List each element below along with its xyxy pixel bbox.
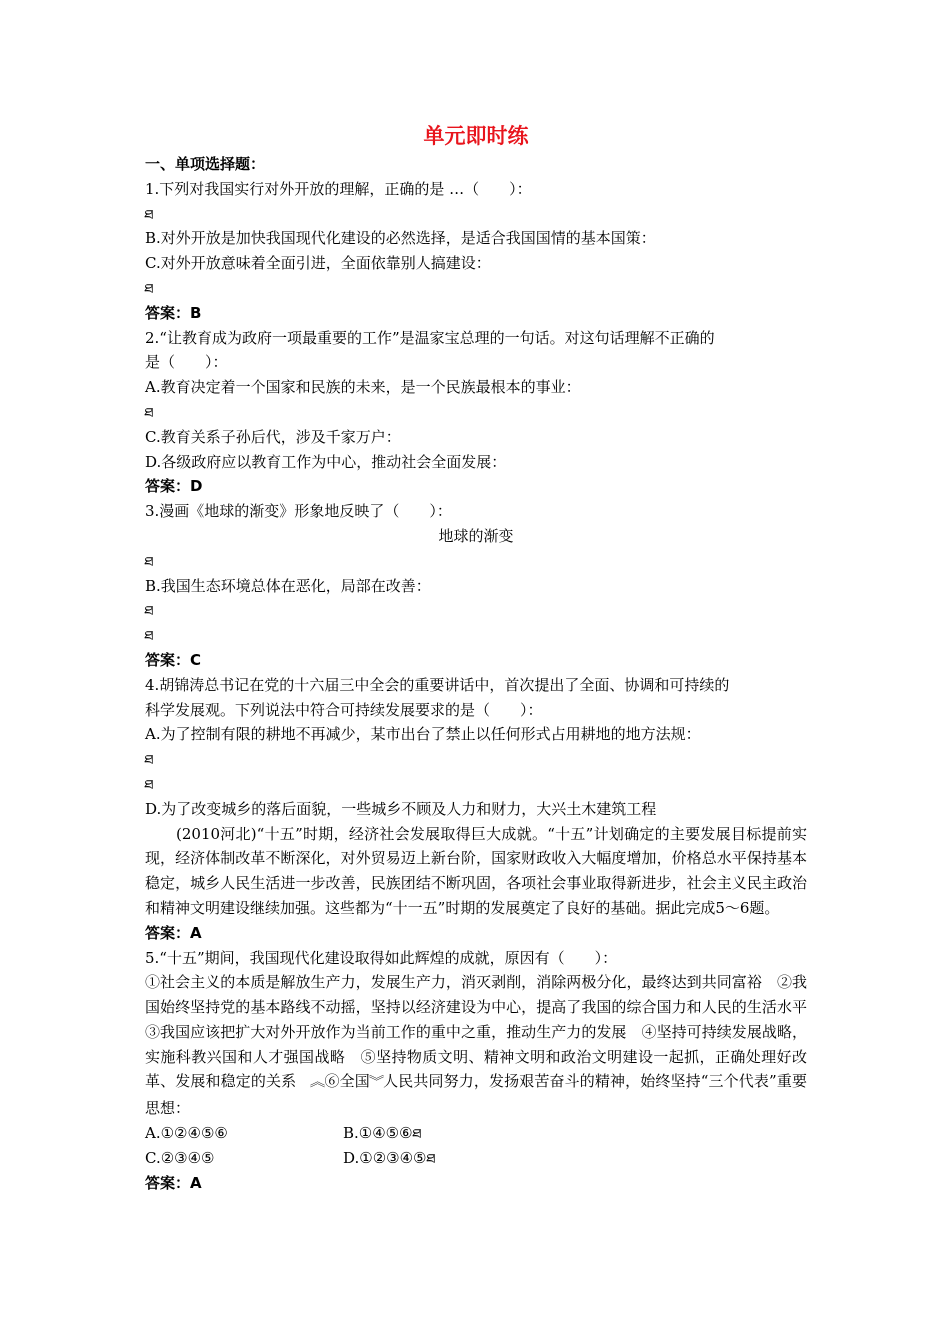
page-title: 单元即时练 <box>423 124 529 148</box>
q5-stem: 5.“十五”期间，我国现代化建设取得如此辉煌的成就，原因有（ ）： <box>145 948 618 967</box>
q5-items <box>145 970 823 1121</box>
q3-caption: 地球的渐变 <box>438 526 514 545</box>
q1-stem: 1.下列对我国实行对外开放的理解，正确的是 …（ ）： <box>145 179 532 198</box>
caret-up-icon: ︽ <box>310 1075 326 1091</box>
placeholder-glyph-icon: ཐ <box>144 604 154 620</box>
q5-6-passage: (2010河北)“十五”时期，经济社会发展取得巨大成就。“十五”计划确定的主要发展目标提前实现，经济体制改革不断深化，对外贸易迈上新台阶，国家财政收入大幅度增加，价格总水平保持基本稳定，城乡人民生活进一步改善，民族团结不断巩固，各项社会事业取得新进步，社会主义民主政治和精神文明建设继续加强。这些都为“十一五”时期的发展奠定了良好的基础。据此完成5～6题。 <box>145 824 807 917</box>
placeholder-glyph-icon: ཐ <box>144 777 154 793</box>
q1-option-d <box>145 276 807 301</box>
q4-option-b <box>145 747 807 772</box>
q5-option-b-wrap <box>343 1121 541 1146</box>
placeholder-glyph-icon: ཐ <box>144 753 154 769</box>
placeholder-glyph-icon: ཐ <box>144 629 154 645</box>
q5-option-c: C.②③④⑤ <box>145 1148 215 1167</box>
q3-option-b: B.我国生态环境总体在恶化，局部在改善： <box>145 576 431 595</box>
placeholder-glyph-icon: ཐ <box>144 554 154 570</box>
q3-option-c <box>145 598 807 623</box>
q1-answer: 答案：B <box>145 303 202 322</box>
q5-items-text: ①社会主义的本质是解放生产力，发展生产力，消灭剥削，消除两极分化，最终达到共同富裕 ②我国始终坚持党的基本路线不动摇，坚持以经济建设为中心，提高了我国的综合国力和人民的生活水平 ③我国应该把扩大对外开放作为当前工作的重中之重，推动生产力的发展 ④坚持可持续发展战略，实施科教兴国和人才强国战略 ⑤坚持物质文明、精神文明和政治文明建设一起抓，正确处理好改革、发展和稳定的关系 <box>145 973 823 1091</box>
q5-options-row-2 <box>145 1146 807 1171</box>
q2-stem-cont: 是（ ）： <box>145 353 228 372</box>
q1-option-b: B.对外开放是加快我国现代化建设的必然选择，是适合我国国情的基本国策： <box>145 229 656 248</box>
placeholder-glyph-icon: ཐ <box>411 1127 422 1143</box>
q2-option-d: D.各级政府应以教育工作为中心，推动社会全面发展： <box>145 452 507 471</box>
q3-answer: 答案：C <box>145 650 202 669</box>
q2-option-b <box>145 400 807 425</box>
section-heading: 一、单项选择题： <box>145 155 266 173</box>
q1-option-c: C.对外开放意味着全面引进，全面依靠别人搞建设： <box>145 254 491 273</box>
q5-option-a: A.①②④⑤⑥ <box>145 1124 228 1143</box>
q2-stem: 2.“让教育成为政府一项最重要的工作”是温家宝总理的一句话。对这句话理解不正确的 <box>145 328 715 347</box>
q5-answer: 答案：A <box>145 1173 202 1192</box>
q4-option-c <box>145 772 807 797</box>
document-page <box>144 118 823 1195</box>
placeholder-glyph-icon: ཐ <box>144 405 154 421</box>
q3-stem: 3.漫画《地球的渐变》形象地反映了（ ）： <box>145 502 452 521</box>
q5-items-tail-2: 人民共同努力，发扬艰苦奋斗的精神，始终坚持“三个代表”重要思想： <box>145 1072 807 1118</box>
q5-option-d: D.①②③④⑤ <box>343 1148 427 1167</box>
q2-answer: 答案：D <box>145 477 203 496</box>
q5-items-tail-1: ⑥全国 <box>324 1072 370 1091</box>
q4-option-d: D.为了改变城乡的落后面貌，一些城乡不顾及人力和财力，大兴土木建筑工程 <box>145 799 657 818</box>
q4-option-a: A.为了控制有限的耕地不再减少，某市出台了禁止以任何形式占用耕地的地方法规： <box>145 725 701 744</box>
q5-option-b: B.①④⑤⑥ <box>343 1124 413 1143</box>
q2-option-c: C.教育关系子孙后代，涉及千家万户： <box>145 427 401 446</box>
placeholder-glyph-icon: ཐ <box>144 207 154 223</box>
q5-option-d-wrap <box>343 1146 541 1171</box>
q4-stem: 4.胡锦涛总书记在党的十六届三中全会的重要讲话中，首次提出了全面、协调和可持续的 <box>145 675 730 694</box>
caret-down-icon: ︾ <box>368 1075 385 1091</box>
q5-options-row-1 <box>145 1121 807 1146</box>
q4-answer: 答案：A <box>145 923 202 942</box>
q3-option-a <box>145 549 807 574</box>
placeholder-glyph-icon: ཐ <box>425 1151 436 1167</box>
q4-stem-cont: 科学发展观。下列说法中符合可持续发展要求的是（ ）： <box>145 700 543 719</box>
q2-option-a: A.教育决定着一个国家和民族的未来，是一个民族最根本的事业： <box>145 378 581 397</box>
q1-option-a <box>145 202 807 227</box>
q3-option-d <box>145 623 807 648</box>
placeholder-glyph-icon: ཐ <box>144 281 154 297</box>
